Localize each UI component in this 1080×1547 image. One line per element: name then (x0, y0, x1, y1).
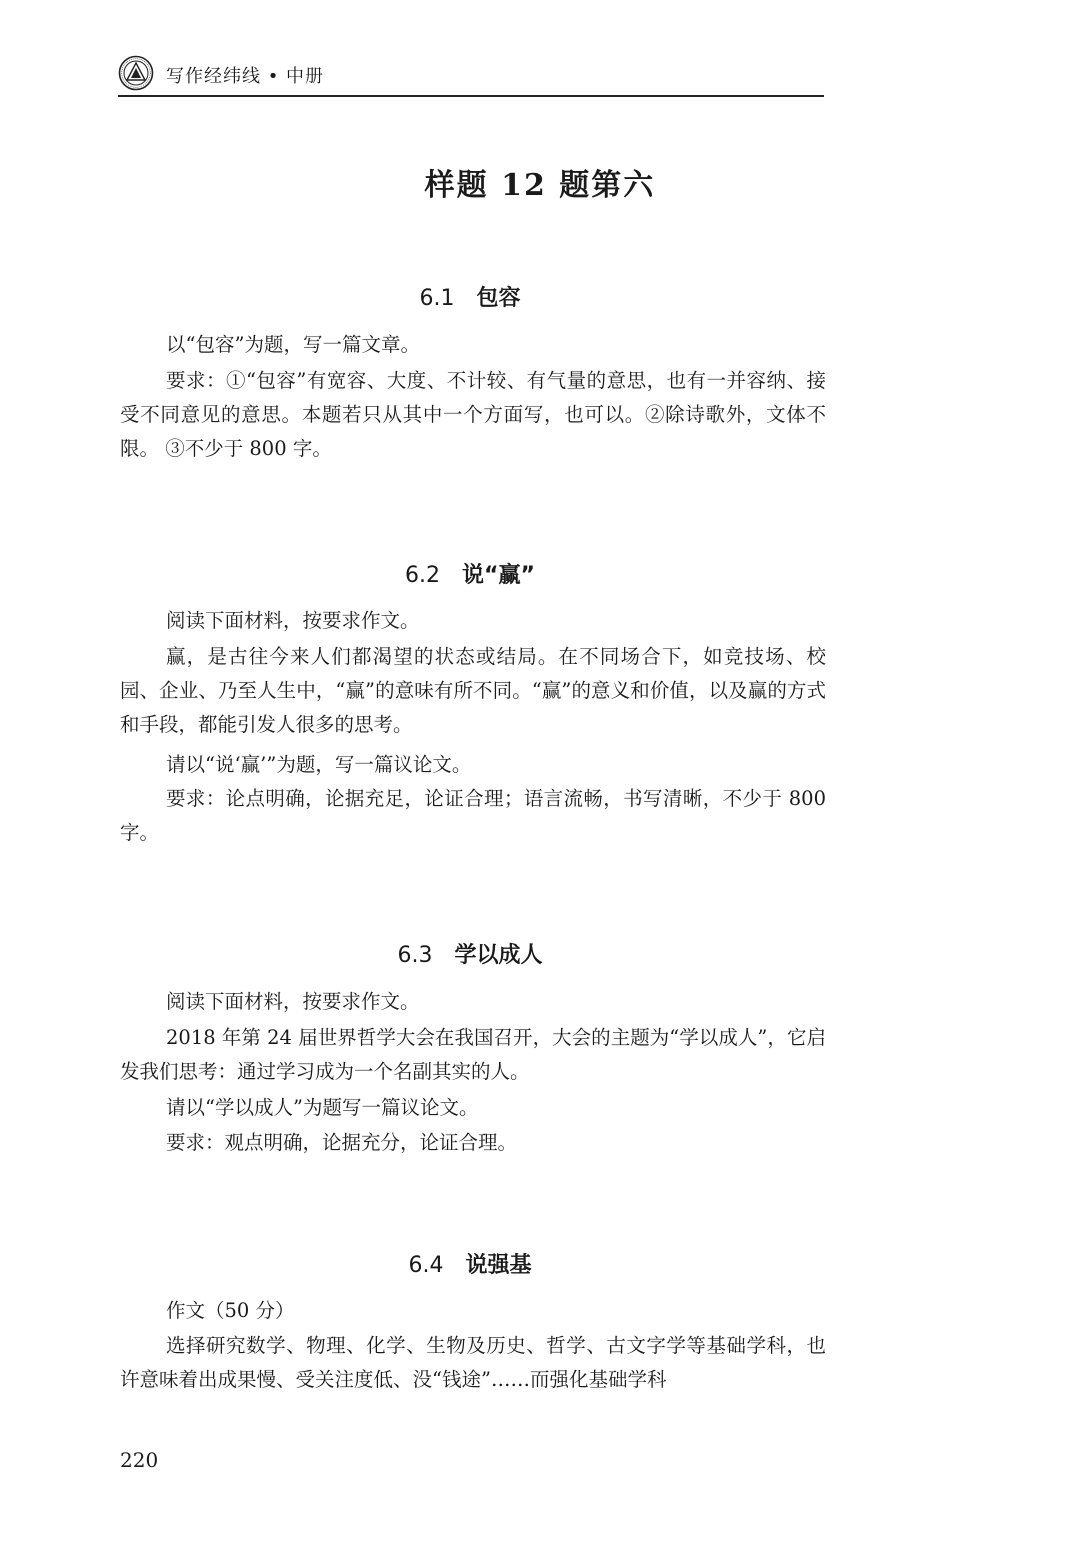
paragraph: 阅读下面材料，按要求作文。 (166, 609, 420, 632)
paragraph: 阅读下面材料，按要求作文。 (166, 990, 420, 1013)
section-heading-6-1 (0, 281, 940, 312)
section-number: 6.4 (408, 1253, 444, 1278)
book-title: 写作经纬线 • 中册 (166, 66, 325, 87)
paragraph: 以“包容”为题，写一篇文章。 (166, 333, 420, 356)
section-title-text: 包容 (476, 286, 521, 311)
section-number: 6.3 (397, 943, 433, 968)
section-title-text: 学以成人 (454, 943, 543, 968)
paragraph: 请以“说‘赢’”为题，写一篇议论文。 (166, 753, 472, 776)
section-heading-6-3 (0, 938, 940, 969)
section-heading-6-4 (0, 1248, 940, 1279)
section-heading-6-2 (0, 558, 940, 589)
chapter-title: 样题 12 题第六 (424, 168, 656, 203)
paragraph: 2018 年第 24 届世界哲学大会在我国召开，大会的主题为“学以成人”，它启发我们思考：通过学习成为一个名副其实的人。 (120, 1026, 826, 1083)
paragraph: 作文（50 分） (166, 1299, 295, 1322)
paragraph: 要求：论点明确，论据充足，论证合理；语言流畅，书写清晰，不少于 800 字。 (120, 787, 826, 844)
section-title-text: 说强基 (465, 1253, 532, 1278)
university-emblem-icon (118, 55, 154, 91)
section-number: 6.1 (419, 286, 455, 311)
paragraph: 请以“学以成人”为题写一篇议论文。 (166, 1096, 479, 1119)
paragraph: 要求：①“包容”有宽容、大度、不计较、有气量的意思，也有一并容纳、接受不同意见的意思。本题若只从其中一个方面写，也可以。②除诗歌外，文体不限。 ③不少于 800 字。 (120, 369, 826, 460)
paragraph: 选择研究数学、物理、化学、生物及历史、哲学、古文字学等基础学科，也许意味着出成果慢、受关注度低、没“钱途”……而强化基础学科 (120, 1334, 826, 1391)
section-number: 6.2 (405, 563, 441, 588)
running-header (118, 55, 824, 97)
page-number: 220 (120, 1448, 159, 1472)
paragraph: 赢，是古往今来人们都渴望的状态或结局。在不同场合下，如竞技场、校园、企业、乃至人生中，“赢”的意味有所不同。“赢”的意义和价值，以及赢的方式和手段，都能引发人很多的思考。 (120, 645, 826, 736)
paragraph: 要求：观点明确，论据充分，论证合理。 (166, 1131, 518, 1154)
section-title-text: 说“赢” (462, 563, 535, 588)
